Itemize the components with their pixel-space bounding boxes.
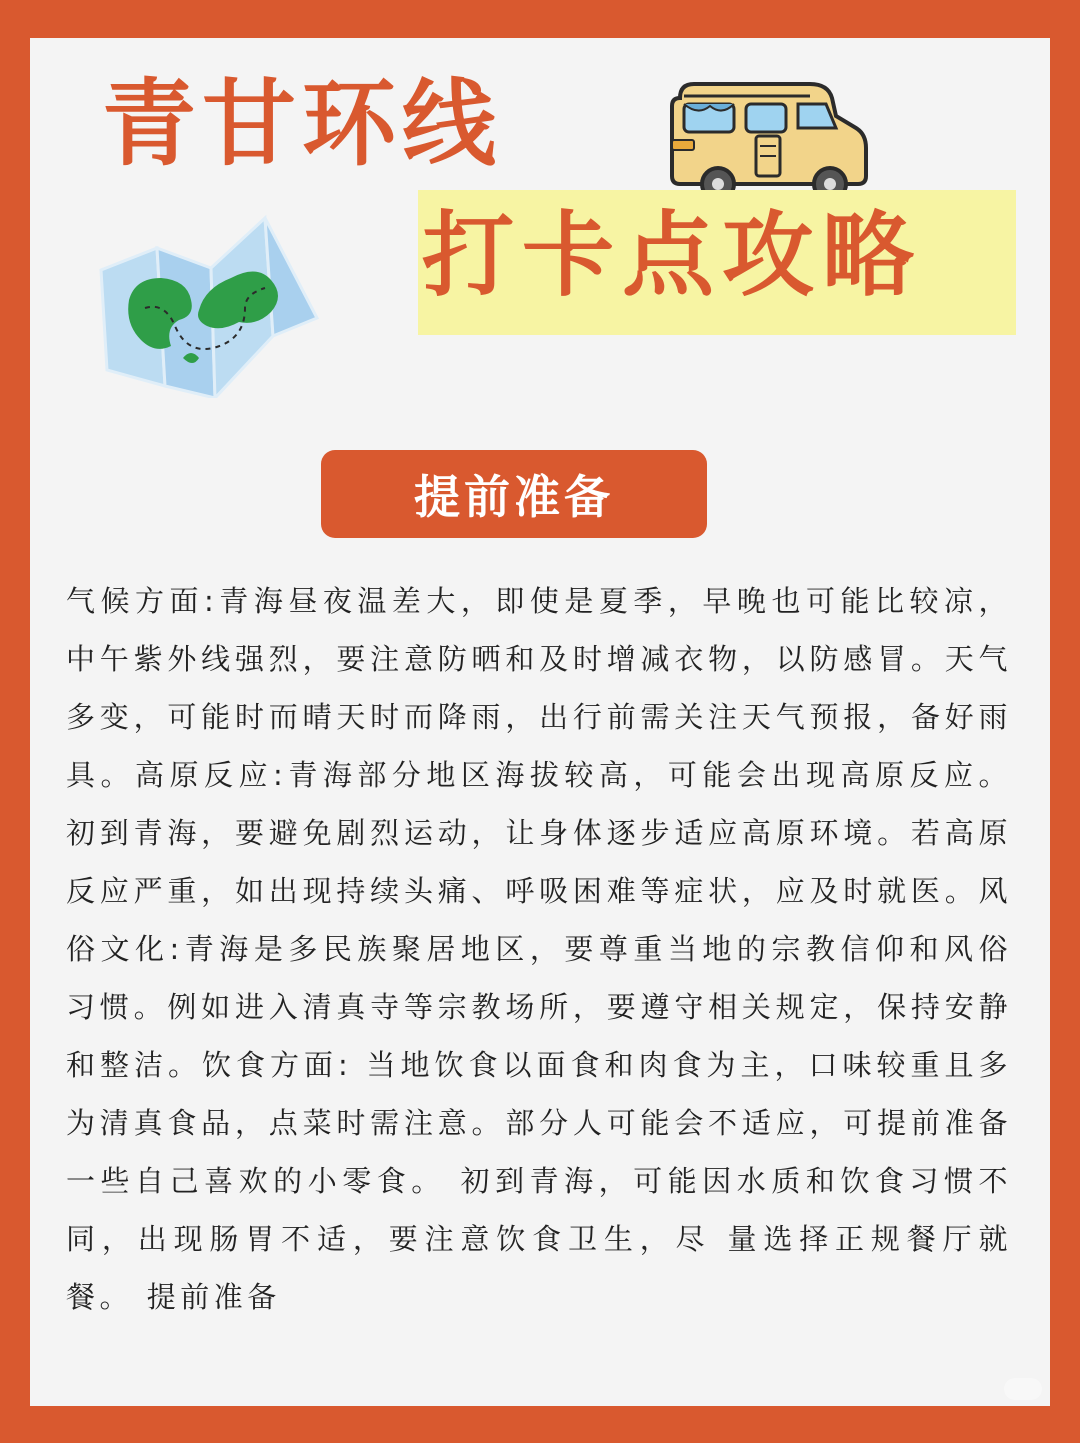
section-header-prep — [321, 450, 707, 538]
poster-page — [30, 38, 1050, 1406]
title-line-1: 青甘环线 — [102, 70, 503, 179]
title-line-2: 打卡点攻略 — [422, 202, 923, 309]
section-header-label: 提前准备 — [414, 470, 614, 524]
body-paragraph: 气候方面:青海昼夜温差大，即使是夏季，早晚也可能比较凉，中午紫外线强烈，要注意防晒和及时增减衣物，以防感冒。天气多变，可能时而晴天时而降雨，出行前需关注天气预报，备好雨具。高原反应:青海部分地区海拔较高，可能会出现高原反应。初到青海，要避免剧烈运动，让身体逐步适应高原环境。若高原反应严重，如出现持续头痛、呼吸困难等症状，应及时就医。风俗文化:青海是多民族聚居地区，要尊重当地的宗教信仰和风俗习惯。例如进入清真寺等宗教场所，要遵守相关规定，保持安静和整洁。饮食方面: 当地饮食以面食和肉食为主，口味较重且多为清真食品，点菜时需注意。部分人可能会不适应，可提前准备一些自己喜欢的小零食。 初到青海，可能因水质和饮食习惯不同，出现肠胃不适，要注意饮食卫生，尽 量选择正规餐厅就餐。 提前准备 — [66, 584, 1012, 1314]
camper-van-icon — [660, 76, 870, 206]
folded-map-icon — [95, 208, 325, 398]
watermark-badge — [1004, 1378, 1042, 1400]
